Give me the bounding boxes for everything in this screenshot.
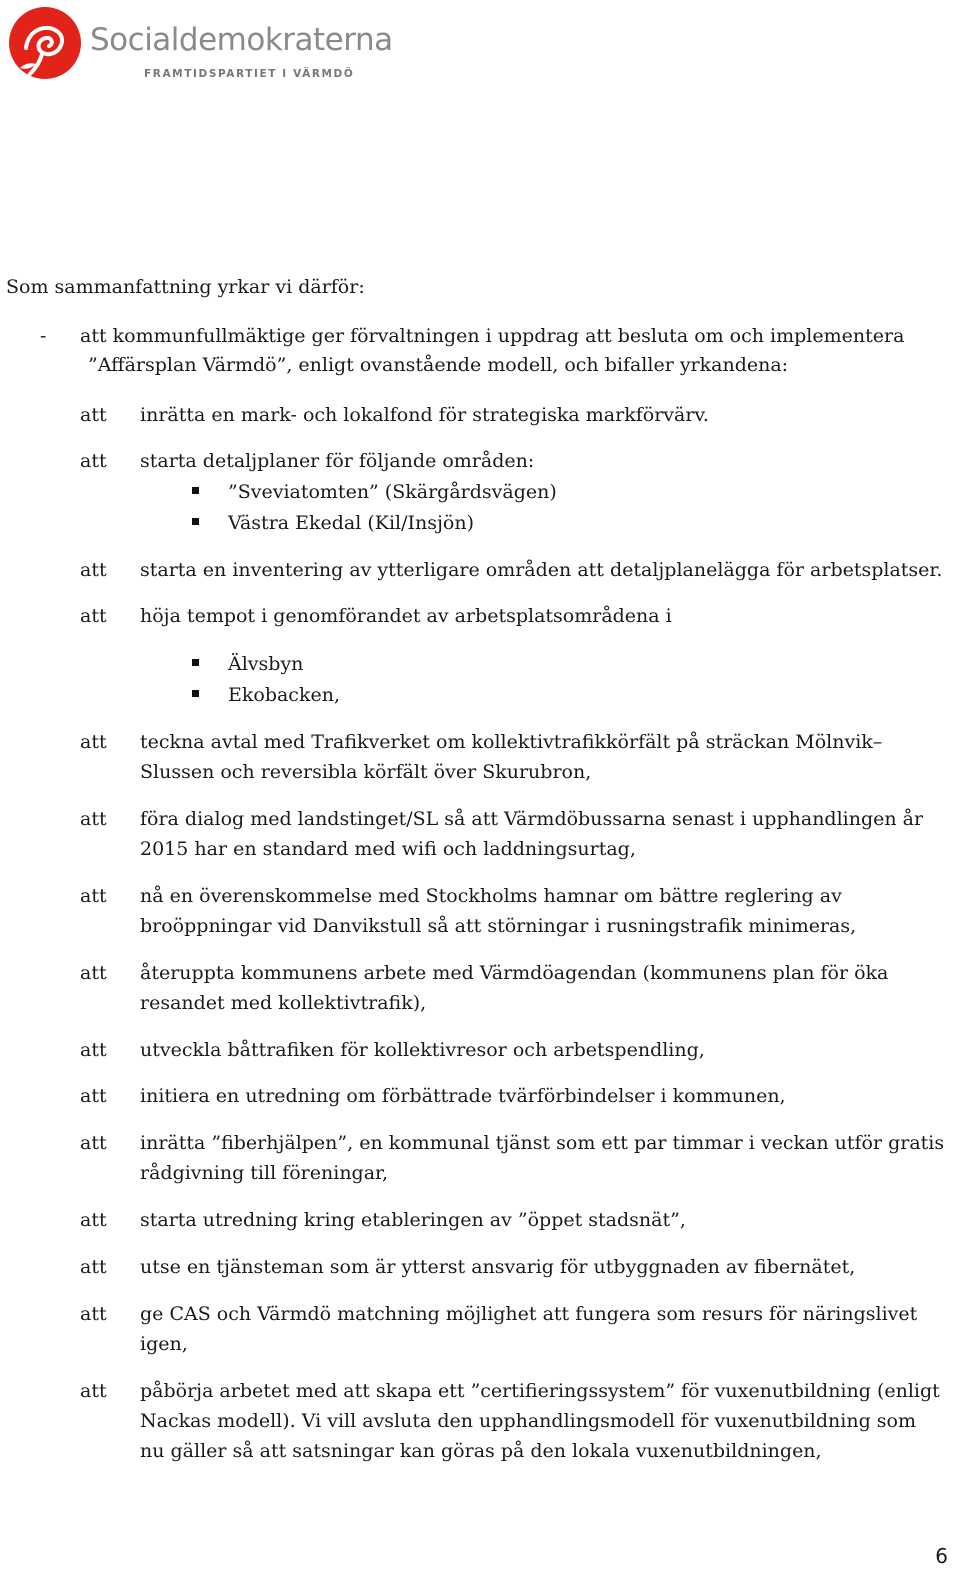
motion-item-text: Slussen och reversibla körfält över Skurubron, [140, 761, 592, 783]
sub-item-text: Ekobacken, [228, 684, 340, 706]
sub-item-text: Älvsbyn [228, 653, 304, 675]
motion-item-text: utse en tjänsteman som är ytterst ansvarig för utbyggnaden av fibernätet, [140, 1256, 856, 1278]
att-label: att [80, 731, 107, 753]
att-label: att [80, 1085, 107, 1107]
square-bullet-icon [192, 659, 199, 666]
motion-item-text: återuppta kommunens arbete med Värmdöagendan (kommunens plan för öka [140, 962, 889, 984]
party-logo [6, 4, 393, 84]
att-label: att [80, 559, 107, 581]
motion-item-text: inrätta ”fiberhjälpen”, en kommunal tjänst som ett par timmar i veckan utför gratis [140, 1132, 945, 1154]
motion-item-text: nå en överenskommelse med Stockholms hamnar om bättre reglering av [140, 885, 842, 907]
motion-item-text: 2015 har en standard med wifi och laddningsurtag, [140, 838, 636, 860]
motion-item-text: teckna avtal med Trafikverket om kollektivtrafikkörfält på sträckan Mölnvik– [140, 731, 883, 753]
att-label: att [80, 962, 107, 984]
motion-item-text: starta detaljplaner för följande områden: [140, 450, 535, 472]
att-label: att [80, 1380, 107, 1402]
sub-item-text: ”Sveviatomten” (Skärgårdsvägen) [228, 481, 557, 503]
square-bullet-icon [192, 690, 199, 697]
motion-item-text: utveckla båttrafiken för kollektivresor och arbetspendling, [140, 1039, 705, 1061]
rose-logo-icon [6, 4, 84, 82]
main-motion-line: att kommunfullmäktige ger förvaltningen i uppdrag att besluta om och implementera [80, 325, 905, 347]
page-number: 6 [935, 1544, 948, 1568]
sub-item-text: Västra Ekedal (Kil/Insjön) [228, 512, 475, 534]
brand-tagline: FRAMTIDSPARTIET I VÄRMDÖ [144, 68, 355, 80]
motion-item-text: broöppningar vid Danvikstull så att störningar i rusningstrafik minimeras, [140, 915, 857, 937]
motion-item-text: igen, [140, 1333, 188, 1355]
motion-item-text: resandet med kollektivtrafik), [140, 992, 427, 1014]
att-label: att [80, 885, 107, 907]
motion-item-text: Nackas modell). Vi vill avsluta den upphandlingsmodell för vuxenutbildning som [140, 1410, 917, 1432]
main-motion-line: ”Affärsplan Värmdö”, enligt ovanstående modell, och bifaller yrkandena: [88, 354, 789, 376]
square-bullet-icon [192, 518, 199, 525]
square-bullet-icon [192, 487, 199, 494]
motion-item-text: höja tempot i genomförandet av arbetsplatsområdena i [140, 605, 672, 627]
att-label: att [80, 605, 107, 627]
motion-item-text: starta en inventering av ytterligare områden att detaljplanelägga för arbetsplatser. [140, 559, 943, 581]
att-label: att [80, 1209, 107, 1231]
motion-item-text: starta utredning kring etableringen av ”öppet stadsnät”, [140, 1209, 686, 1231]
motion-item-text: ge CAS och Värmdö matchning möjlighet att fungera som resurs för näringslivet [140, 1303, 918, 1325]
motion-item-text: initiera en utredning om förbättrade tvärförbindelser i kommunen, [140, 1085, 786, 1107]
att-label: att [80, 1303, 107, 1325]
att-label: att [80, 1039, 107, 1061]
intro-heading: Som sammanfattning yrkar vi därför: [6, 276, 365, 298]
motion-item-text: inrätta en mark- och lokalfond för strategiska markförvärv. [140, 404, 709, 426]
att-label: att [80, 450, 107, 472]
motion-item-text: påbörja arbetet med att skapa ett ”certifieringssystem” för vuxenutbildning (enligt [140, 1380, 940, 1402]
motion-item-text: rådgivning till föreningar, [140, 1162, 389, 1184]
list-dash: - [40, 325, 47, 347]
motion-item-text: föra dialog med landstinget/SL så att Värmdöbussarna senast i upphandlingen år [140, 808, 924, 830]
att-label: att [80, 404, 107, 426]
motion-item-text: nu gäller så att satsningar kan göras på den lokala vuxenutbildningen, [140, 1440, 822, 1462]
att-label: att [80, 1256, 107, 1278]
att-label: att [80, 808, 107, 830]
brand-name: Socialdemokraterna [90, 22, 393, 58]
att-label: att [80, 1132, 107, 1154]
